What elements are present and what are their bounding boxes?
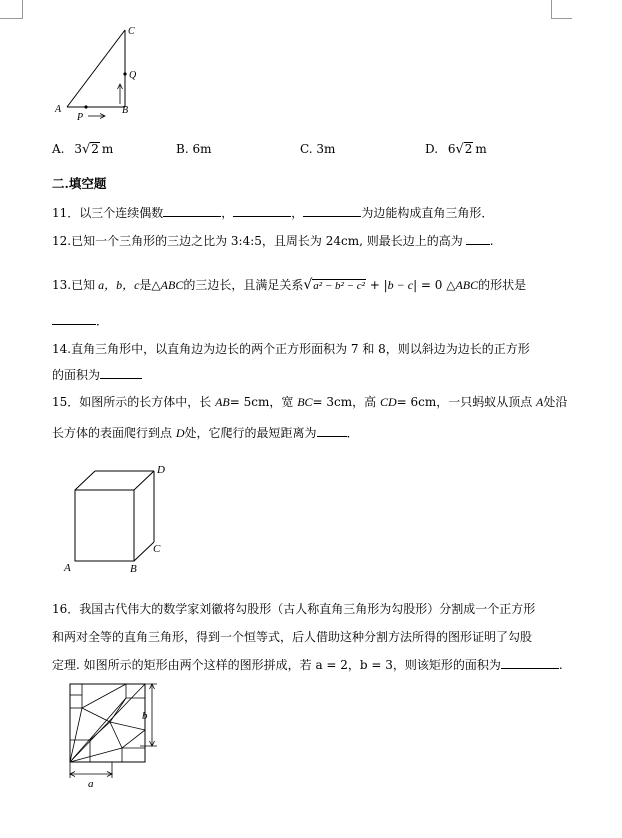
answer-blank[interactable] <box>303 204 361 217</box>
figure-liuhui-rectangle <box>60 678 170 790</box>
option-d[interactable]: D. 6√2 m <box>425 142 487 157</box>
label-Q: Q <box>129 70 137 81</box>
answer-blank[interactable] <box>466 232 490 245</box>
label-C: C <box>128 26 135 37</box>
question-16-line2: 和两对全等的直角三角形，得到一个恒等式，后人借助这种分割方法所得的图形证明了勾股 <box>52 630 533 644</box>
question-13: 13.已知 a，b，c是△ABC的三边长，且满足关系√a² − b² − c² + |b − c| = 0 △ABC的形状是 <box>52 277 527 293</box>
crop-mark-top-right <box>551 0 572 19</box>
option-b[interactable]: B. 6m <box>176 142 212 156</box>
label-A: A <box>64 562 71 574</box>
question-14-line2: 的面积为 <box>52 366 142 383</box>
option-c[interactable]: C. 3m <box>300 142 336 156</box>
answer-blank[interactable] <box>501 656 559 669</box>
label-P: P <box>77 112 84 123</box>
answer-blank[interactable] <box>52 312 96 325</box>
label-B: B <box>130 563 137 575</box>
section-title: 二.填空题 <box>52 176 107 191</box>
answer-blank[interactable] <box>233 204 291 217</box>
label-B: B <box>122 105 129 116</box>
question-12: 12.已知一个三角形的三边之比为 3:4:5，且周长为 24cm, 则最长边上的高为 . <box>52 234 494 248</box>
label-A: A <box>55 104 62 115</box>
crop-mark-top-left <box>0 0 23 19</box>
question-15-line1: 15．如图所示的长方体中，长 AB= 5cm，宽 BC= 3cm，高 CD= 6cm，一只蚂蚁从顶点 A处沿 <box>52 395 568 409</box>
answer-blank[interactable] <box>317 424 347 437</box>
question-11: 11．以三个连续偶数 ， ， 为边能构成直角三角形． <box>52 206 494 220</box>
question-15-line2: 长方体的表面爬行到点 D处，它爬行的最短距离为 ． <box>52 426 359 440</box>
answer-blank[interactable] <box>100 366 142 379</box>
question-16-line3: 定理. 如图所示的矩形由两个这样的图形拼成，若 a = 2，b = 3，则该矩形的面积为 . <box>52 658 563 672</box>
figure-right-triangle <box>52 22 162 124</box>
label-a: a <box>88 778 94 790</box>
label-C: C <box>153 543 161 555</box>
question-16-line1: 16．我国古代伟大的数学家刘徽将勾股形（古人称直角三角形为勾股形）分割成一个正方形 <box>52 602 536 616</box>
option-a[interactable]: A. 3√2 m <box>52 142 114 157</box>
answer-blank[interactable] <box>163 204 221 217</box>
figure-cuboid <box>58 460 178 578</box>
label-b: b <box>142 710 148 722</box>
question-14-line1: 14.直角三角形中，以直角边为边长的两个正方形面积为 7 和 8，则以斜边为边长的正方形 <box>52 342 530 356</box>
label-D: D <box>157 464 165 476</box>
question-13-answer: ． <box>52 312 108 329</box>
